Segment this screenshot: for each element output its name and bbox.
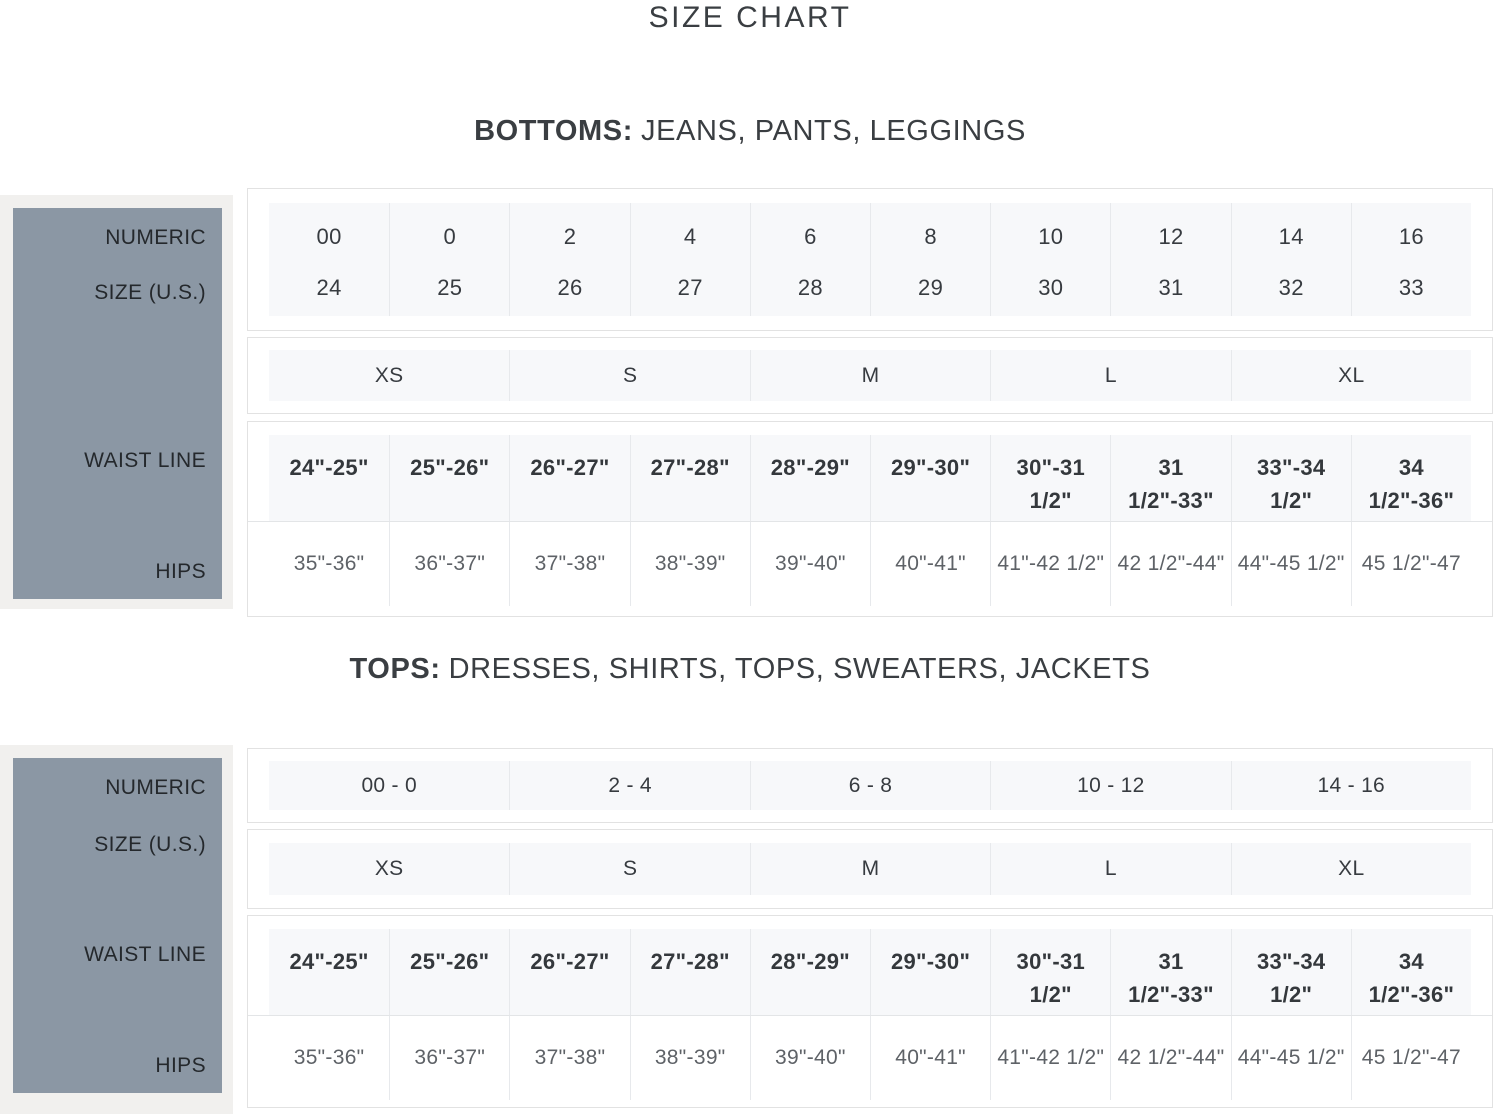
hips-cell: 37"-38" — [509, 1016, 629, 1100]
hips-cell: 40"-41" — [870, 1016, 990, 1100]
waist-cell: 25"-26" — [389, 929, 509, 1015]
hips-cell: 35"-36" — [269, 522, 389, 606]
tops-label-waist-line: WAIST LINE — [84, 943, 206, 966]
numeric-size: 4 — [683, 224, 697, 249]
letter-size-cell: XL — [1231, 843, 1471, 895]
jean-size: 33 — [1398, 275, 1424, 300]
waist-cell: 29"-30" — [870, 435, 990, 521]
jean-size: 31 — [1158, 275, 1184, 300]
hips-cell: 41"-42 1/2" — [990, 522, 1110, 606]
numeric-size: 8 — [924, 224, 937, 249]
bottoms-heading-category: BOTTOMS: — [474, 115, 633, 147]
numeric-size: 0 — [443, 224, 457, 249]
letter-size-cell: M — [750, 350, 990, 401]
bottoms-heading-items: JEANS, PANTS, LEGGINGS — [641, 115, 1026, 147]
hips-cell: 44"-45 1/2" — [1231, 1016, 1351, 1100]
waist-cell: 31 1/2"-33" — [1110, 435, 1230, 521]
waist-cell: 26"-27" — [509, 929, 629, 1015]
numeric-size: 6 — [804, 224, 817, 249]
jean-size: 30 — [1038, 275, 1064, 300]
bottoms-row-labels-panel — [0, 195, 233, 609]
bottoms-letter-size-row — [269, 350, 1471, 401]
size-column — [509, 203, 629, 316]
tops-heading-items: DRESSES, SHIRTS, TOPS, SWEATERS, JACKETS — [448, 653, 1151, 685]
numeric-size: 10 — [1038, 224, 1064, 249]
size-column — [750, 203, 870, 316]
hips-cell: 40"-41" — [870, 522, 990, 606]
waist-cell: 28"-29" — [750, 435, 870, 521]
tops-hips-row — [248, 1016, 1492, 1100]
hips-cell: 36"-37" — [389, 522, 509, 606]
bottoms-hips-row — [248, 522, 1492, 606]
numeric-size: 12 — [1158, 224, 1184, 249]
hips-cell: 42 1/2"-44" — [1110, 1016, 1230, 1100]
tops-heading — [0, 652, 1500, 686]
tops-numeric-size-block — [247, 748, 1493, 823]
letter-size-cell: XS — [269, 843, 509, 895]
bottoms-row-labels-box — [13, 208, 222, 599]
bottoms-measurements-block — [247, 421, 1493, 617]
waist-cell: 33"-34 1/2" — [1231, 929, 1351, 1015]
hips-cell: 39"-40" — [750, 1016, 870, 1100]
waist-cell: 27"-28" — [630, 435, 750, 521]
size-column — [630, 203, 750, 316]
hips-cell: 45 1/2"-47 — [1351, 1016, 1471, 1100]
tops-letter-size-row — [269, 843, 1471, 895]
hips-cell: 41"-42 1/2" — [990, 1016, 1110, 1100]
bottoms-heading — [0, 114, 1500, 148]
letter-size-cell: XS — [269, 350, 509, 401]
tops-waist-row — [248, 929, 1492, 1016]
waist-cell: 27"-28" — [630, 929, 750, 1015]
tops-row-labels-panel — [0, 745, 233, 1114]
numeric-range-cell: 00 - 0 — [269, 761, 509, 810]
hips-cell: 44"-45 1/2" — [1231, 522, 1351, 606]
numeric-size: 00 — [316, 224, 342, 249]
waist-cell: 24"-25" — [269, 929, 389, 1015]
waist-cell: 31 1/2"-33" — [1110, 929, 1230, 1015]
tops-row-labels-box — [13, 758, 222, 1093]
hips-cell: 38"-39" — [630, 522, 750, 606]
waist-cell: 26"-27" — [509, 435, 629, 521]
tops-size-table — [247, 748, 1493, 1108]
bottoms-label-waist-line: WAIST LINE — [84, 449, 206, 472]
hips-cell: 37"-38" — [509, 522, 629, 606]
numeric-size: 2 — [563, 224, 577, 249]
jean-size: 32 — [1278, 275, 1304, 300]
hips-cell: 38"-39" — [630, 1016, 750, 1100]
tops-label-hips: HIPS — [155, 1054, 206, 1077]
numeric-range-cell: 6 - 8 — [750, 761, 990, 810]
waist-cell: 30"-31 1/2" — [990, 929, 1110, 1015]
bottoms-label-numeric: NUMERIC — [105, 226, 206, 249]
numeric-size: 16 — [1398, 224, 1424, 249]
numeric-range-cell: 2 - 4 — [509, 761, 749, 810]
tops-measurements-block — [247, 915, 1493, 1108]
tops-heading-category: TOPS: — [349, 653, 441, 685]
bottoms-letter-size-block — [247, 337, 1493, 414]
hips-cell: 45 1/2"-47 — [1351, 522, 1471, 606]
jean-size: 28 — [797, 275, 823, 300]
jean-size: 29 — [918, 275, 944, 300]
size-column — [269, 203, 389, 316]
hips-cell: 39"-40" — [750, 522, 870, 606]
tops-label-size-us: SIZE (U.S.) — [94, 833, 206, 856]
size-column — [990, 203, 1110, 316]
bottoms-label-size-us: SIZE (U.S.) — [94, 281, 206, 304]
letter-size-cell: L — [990, 350, 1230, 401]
waist-cell: 28"-29" — [750, 929, 870, 1015]
bottoms-waist-row — [248, 435, 1492, 522]
hips-cell: 35"-36" — [269, 1016, 389, 1100]
jean-size: 27 — [677, 275, 703, 300]
numeric-range-cell: 10 - 12 — [990, 761, 1230, 810]
size-column — [389, 203, 509, 316]
waist-cell: 30"-31 1/2" — [990, 435, 1110, 521]
tops-letter-size-block — [247, 829, 1493, 909]
hips-cell: 36"-37" — [389, 1016, 509, 1100]
bottoms-numeric-size-block — [247, 188, 1493, 331]
jean-size: 25 — [437, 275, 463, 300]
letter-size-cell: XL — [1231, 350, 1471, 401]
letter-size-cell: L — [990, 843, 1230, 895]
waist-cell: 24"-25" — [269, 435, 389, 521]
waist-cell: 25"-26" — [389, 435, 509, 521]
waist-cell: 34 1/2"-36" — [1351, 929, 1471, 1015]
size-column — [1231, 203, 1351, 316]
waist-cell: 34 1/2"-36" — [1351, 435, 1471, 521]
size-column — [870, 203, 990, 316]
jean-size: 26 — [557, 275, 583, 300]
bottoms-label-hips: HIPS — [155, 560, 206, 583]
numeric-range-cell: 14 - 16 — [1231, 761, 1471, 810]
jean-size: 24 — [316, 275, 342, 300]
page-title: SIZE CHART — [648, 1, 852, 34]
letter-size-cell: M — [750, 843, 990, 895]
size-column — [1351, 203, 1471, 316]
numeric-size: 14 — [1278, 224, 1304, 249]
bottoms-size-table — [247, 188, 1493, 617]
hips-cell: 42 1/2"-44" — [1110, 522, 1230, 606]
size-column — [1110, 203, 1230, 316]
letter-size-cell: S — [509, 843, 749, 895]
waist-cell: 29"-30" — [870, 929, 990, 1015]
letter-size-cell: S — [509, 350, 749, 401]
bottoms-numeric-size-row — [269, 203, 1471, 316]
tops-label-numeric: NUMERIC — [105, 776, 206, 799]
tops-numeric-size-row — [269, 761, 1471, 810]
waist-cell: 33"-34 1/2" — [1231, 435, 1351, 521]
